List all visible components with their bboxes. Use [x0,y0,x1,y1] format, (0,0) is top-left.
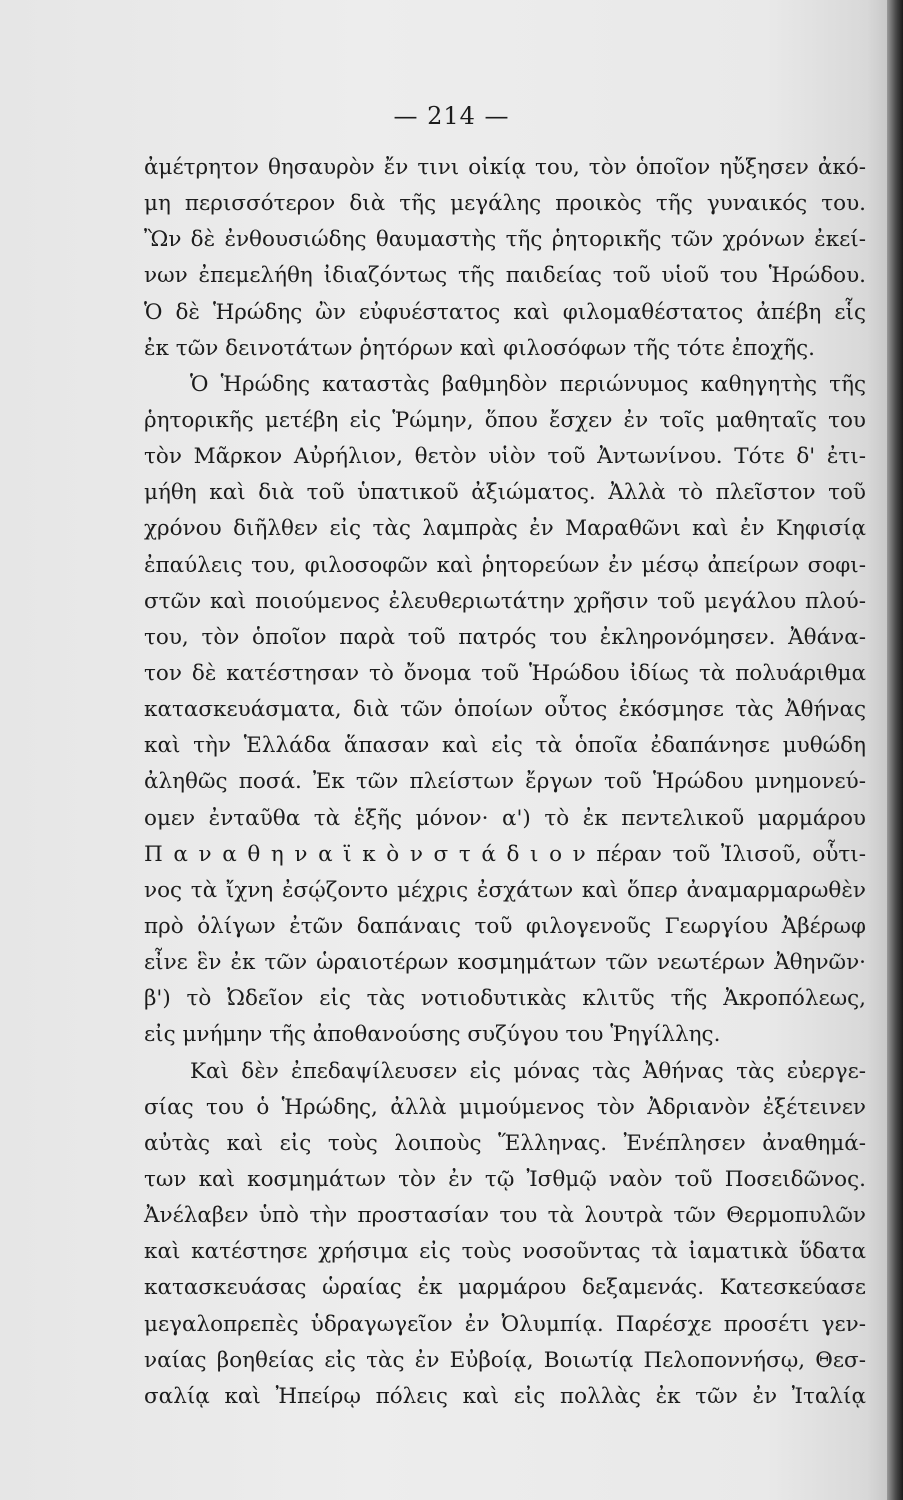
text-line: του, τὸν ὁποῖον παρὰ τοῦ πατρός του ἐκληρονόμησεν. Ἀθάνα- [144,624,866,650]
text-line: σαλίᾳ καὶ Ἠπείρῳ πόλεις καὶ εἰς πολλὰς ἐκ τῶν ἐν Ἰταλίᾳ [144,1383,866,1409]
text-line: τον δὲ κατέστησαν τὸ ὄνομα τοῦ Ἡρώδου ἰδίως τὰ πολυάριθμα [144,660,866,686]
text-line: ἀληθῶς ποσά. Ἐκ τῶν πλείστων ἔργων τοῦ Ἡρώδου μνημονεύ- [144,769,866,795]
text-line: μεγαλοπρεπὲς ὑδραγωγεῖον ἐν Ὀλυμπίᾳ. Παρέσχε προσέτι γεν- [144,1311,866,1337]
text-line: ἐπαύλεις του, φιλοσοφῶν καὶ ῥητορεύων ἐν μέσῳ ἀπείρων σοφι- [144,552,866,578]
text-line: μήθη καὶ διὰ τοῦ ὑπατικοῦ ἀξιώματος. Ἀλλὰ τὸ πλεῖστον τοῦ [144,480,866,506]
text-line: κατασκευάσας ὡραίας ἐκ μαρμάρου δεξαμενάς. Κατεσκεύασε [144,1275,866,1301]
text-line-spaced-stadium: Π α ν α θ η ν α ϊ κ ὸ ν σ τ ά δ ι ο ν πέραν τοῦ Ἰλισοῦ, οὗτι- [144,841,866,867]
text-line: τὸν Μᾶρκον Αὐρήλιον, θετὸν υἱὸν τοῦ Ἀντωνίνου. Τότε δ' ἐτι- [144,444,866,470]
text-line: β') τὸ Ὠδεῖον εἰς τὰς νοτιοδυτικὰς κλιτῦς τῆς Ἀκροπόλεως, [144,986,866,1012]
text-line: καὶ τὴν Ἑλλάδα ἅπασαν καὶ εἰς τὰ ὁποῖα ἐδαπάνησε μυθώδη [144,733,866,759]
paragraph-first-line: Καὶ δὲν ἐπεδαψίλευσεν εἰς μόνας τὰς Ἀθήνας τὰς εὐεργε- [190,1058,866,1084]
paragraph-first-line: Ὁ Ἡρώδης καταστὰς βαθμηδὸν περιώνυμος καθηγητὴς τῆς [190,371,866,397]
text-line: νος τὰ ἴχνη ἐσῴζοντο μέχρις ἐσχάτων καὶ ὅπερ ἀναμαρμαρωθὲν [144,877,866,903]
text-line: εἶνε ἓν ἐκ τῶν ὡραιοτέρων κοσμημάτων τῶν νεωτέρων Ἀθηνῶν· [144,950,866,976]
text-line: καὶ κατέστησε χρήσιμα εἰς τοὺς νοσοῦντας τὰ ἰαματικὰ ὕδατα [144,1239,866,1265]
text-line: των καὶ κοσμημάτων τὸν ἐν τῷ Ἰσθμῷ ναὸν τοῦ Ποσειδῶνος. [144,1166,866,1192]
text-line: ναίας βοηθείας εἰς τὰς ἐν Εὐβοίᾳ, Βοιωτίᾳ Πελοποννήσῳ, Θεσ- [144,1347,866,1373]
text-line: κατασκευάσματα, διὰ τῶν ὁποίων οὗτος ἐκόσμησε τὰς Ἀθήνας [144,697,866,723]
text-line: ῥητορικῆς μετέβη εἰς Ῥώμην, ὅπου ἔσχεν ἐν τοῖς μαθηταῖς του [144,407,866,433]
text-line: μη περισσότερον διὰ τῆς μεγάλης προικὸς τῆς γυναικός του. [144,191,866,217]
text-line: εἰς μνήμην τῆς ἀποθανούσης συζύγου του Ῥηγίλλης. [144,1022,721,1048]
page-number: — 214 — [393,102,510,130]
text-line: ομεν ἐνταῦθα τὰ ἑξῆς μόνον· α') τὸ ἐκ πεντελικοῦ μαρμάρου [144,805,866,831]
text-line: αὐτὰς καὶ εἰς τοὺς λοιποὺς Ἕλληνας. Ἐνέπλησεν ἀναθημά- [144,1130,866,1156]
text-line: σίας του ὁ Ἡρώδης, ἀλλὰ μιμούμενος τὸν Ἀδριανὸν ἐξέτεινεν [144,1094,866,1120]
text-line: χρόνου διῆλθεν εἰς τὰς λαμπρὰς ἐν Μαραθῶνι καὶ ἐν Κηφισίᾳ [144,516,866,542]
text-line: Ὁ δὲ Ἡρώδης ὢν εὐφυέστατος καὶ φιλομαθέστατος ἀπέβη εἷς [144,299,866,325]
text-line: στῶν καὶ ποιούμενος ἐλευθεριωτάτην χρῆσιν τοῦ μεγάλου πλού- [144,588,866,614]
book-spine-shadow [887,0,903,1500]
text-line: Ἀνέλαβεν ὑπὸ τὴν προστασίαν του τὰ λουτρὰ τῶν Θερμοπυλῶν [144,1203,866,1229]
text-line: ἐκ τῶν δεινοτάτων ῥητόρων καὶ φιλοσόφων τῆς τότε ἐποχῆς. [144,335,815,361]
text-line: Ὢν δὲ ἐνθουσιώδης θαυμαστὴς τῆς ῥητορικῆς τῶν χρόνων ἐκεί- [144,227,866,253]
text-line: ἀμέτρητον θησαυρὸν ἔν τινι οἰκίᾳ του, τὸν ὁποῖον ηὔξησεν ἀκό- [144,155,866,180]
body-text [144,150,866,1415]
text-line: νων ἐπεμελήθη ἰδιαζόντως τῆς παιδείας τοῦ υἱοῦ του Ἡρώδου. [144,263,866,289]
text-line: πρὸ ὀλίγων ἐτῶν δαπάναις τοῦ φιλογενοῦς Γεωργίου Ἀβέρωφ [144,913,866,939]
